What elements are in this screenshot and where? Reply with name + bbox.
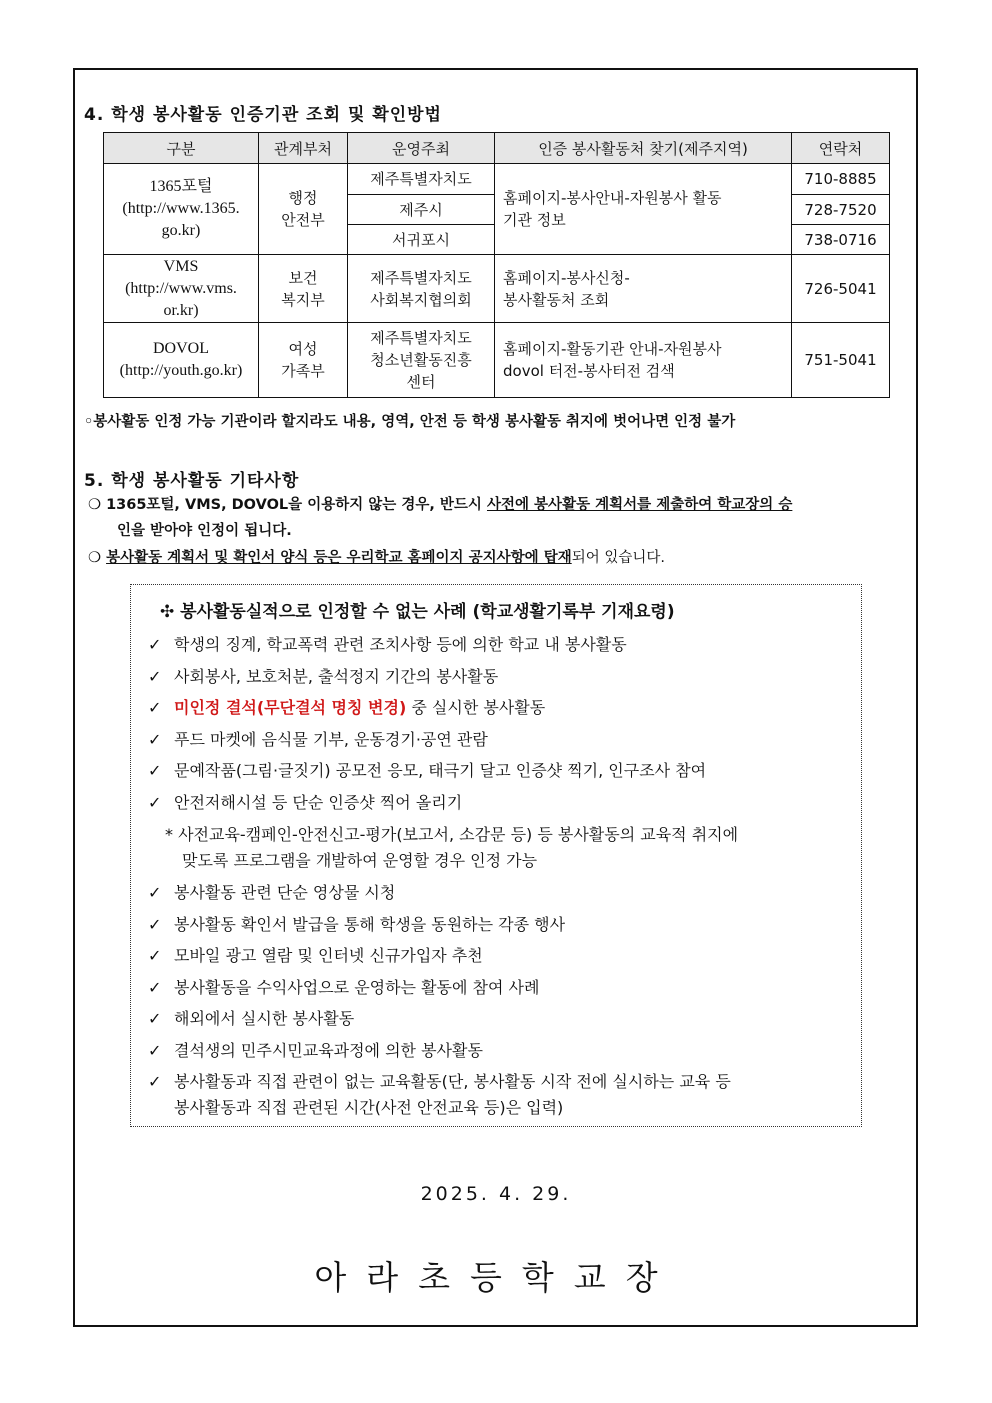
bullet-marker: ❍: [88, 550, 101, 566]
table-row: [104, 323, 890, 398]
portal-1365-phone: 738-0716: [792, 225, 890, 255]
dovol-host: 제주특별자치도 청소년활동진흥 센터: [348, 323, 495, 398]
last-item-line-1: 봉사활동과 직접 관련이 없는 교육활동(단, 봉사활동 시작 전에 실시하는 교육 등: [174, 1072, 731, 1091]
table-row: [104, 255, 890, 323]
dovol-name: DOVOL (http://youth.go.kr): [104, 323, 259, 398]
table-header-row: [104, 133, 890, 164]
check-icon: ✓: [148, 667, 162, 686]
principal-signature: 아라초등학교장: [314, 1258, 678, 1297]
list-item: ✓ 문예작품(그림·글짓기) 공모전 응모, 태극기 달고 인증샷 찍기, 인구조사 참여: [148, 758, 706, 784]
header-host: 운영주최: [348, 133, 495, 164]
check-icon: ✓: [148, 698, 162, 717]
section-4-title: 4. 학생 봉사활동 인증기관 조회 및 확인방법: [84, 105, 442, 125]
check-icon: ✓: [148, 635, 162, 654]
header-ministry: 관계부처: [259, 133, 348, 164]
header-category: 구분: [104, 133, 259, 164]
list-item: ✓ 사회봉사, 보호처분, 출석정지 기간의 봉사활동: [148, 664, 498, 690]
section-5-title: 5. 학생 봉사활동 기타사항: [84, 471, 300, 491]
bullet-2: [88, 545, 665, 572]
check-icon: ✓: [148, 1072, 162, 1091]
dovol-phone: 751-5041: [792, 323, 890, 398]
bullet-1-line-2: 인을 받아야 인정이 됩니다.: [117, 523, 292, 539]
bullet-1-underlined: 사전에 봉사활동 계획서를 제출하여 학교장의 승: [486, 497, 793, 513]
check-icon: ✓: [148, 883, 162, 902]
check-icon: ✓: [148, 1009, 162, 1028]
bullet-1: [88, 492, 792, 519]
list-item: ✓ 푸드 마켓에 음식물 기부, 운동경기·공연 관람: [148, 727, 488, 753]
certified-organizations-table: [103, 132, 890, 398]
check-icon: ✓: [148, 1041, 162, 1060]
list-item: ✓ 미인정 결석(무단결석 명칭 변경) 중 실시한 봉사활동: [148, 695, 545, 721]
sub-note: [165, 822, 855, 874]
bullet-2-underlined: 봉사활동 계획서 및 확인서 양식 등은 우리학교 홈페이지 공지사항에 탑재: [106, 550, 572, 566]
dovol-ministry: 여성 가족부: [259, 323, 348, 398]
portal-1365-host: 서귀포시: [348, 225, 495, 255]
sub-note-line-2: 맞도록 프로그램을 개발하여 운영할 경우 인정 가능: [182, 851, 538, 870]
bullet-1-text: 1365포털, VMS, DOVOL을 이용하지 않는 경우, 반드시: [106, 497, 487, 513]
vms-phone: 726-5041: [792, 255, 890, 323]
table-row: [104, 164, 890, 195]
vms-name: VMS (http://www.vms. or.kr): [104, 255, 259, 323]
last-item-line-2: 봉사활동과 직접 관련된 시간(사전 안전교육 등)은 입력): [174, 1098, 564, 1117]
vms-host: 제주특별자치도 사회복지협의회: [348, 255, 495, 323]
portal-1365-phone: 710-8885: [792, 164, 890, 195]
check-icon: ✓: [148, 793, 162, 812]
list-item: ✓ 봉사활동을 수익사업으로 운영하는 활동에 참여 사례: [148, 975, 539, 1001]
header-find: 인증 봉사활동처 찾기(제주지역): [495, 133, 792, 164]
portal-1365-phone: 728-7520: [792, 195, 890, 225]
box-title: ✣ 봉사활동실적으로 인정할 수 없는 사례 (학교생활기록부 기재요령): [160, 602, 675, 622]
unexcused-absence-highlight: 미인정 결석(무단결석 명칭 변경): [174, 698, 407, 717]
vms-find: 홈페이지-봉사신청- 봉사활동처 조회: [495, 255, 792, 323]
bullet-marker: ❍: [88, 497, 101, 513]
list-item: ✓ 해외에서 실시한 봉사활동: [148, 1006, 354, 1032]
list-item: ✓ 봉사활동 관련 단순 영상물 시청: [148, 880, 395, 906]
list-item: ✓ 안전저해시설 등 단순 인증샷 찍어 올리기: [148, 790, 462, 816]
portal-1365-name: 1365포털 (http://www.1365. go.kr): [104, 164, 259, 255]
list-item: ✓ 결석생의 민주시민교육과정에 의한 봉사활동: [148, 1038, 483, 1064]
portal-1365-find: 홈페이지-봉사안내-자원봉사 활동 기관 정보: [495, 164, 792, 255]
portal-1365-host: 제주시: [348, 195, 495, 225]
list-item: ✓ 봉사활동 확인서 발급을 통해 학생을 동원하는 각종 행사: [148, 912, 565, 938]
check-icon: ✓: [148, 761, 162, 780]
header-contact: 연락처: [792, 133, 890, 164]
bullet-2-text: 되어 있습니다.: [571, 550, 665, 566]
list-item: ✓ 학생의 징계, 학교폭력 관련 조치사항 등에 의한 학교 내 봉사활동: [148, 632, 627, 658]
vms-ministry: 보건 복지부: [259, 255, 348, 323]
dovol-find: 홈페이지-활동기관 안내-자원봉사 dovol 터전-봉사터전 검색: [495, 323, 792, 398]
portal-1365-host: 제주특별자치도: [348, 164, 495, 195]
list-item: [148, 1069, 731, 1121]
portal-1365-ministry: 행정 안전부: [259, 164, 348, 255]
sub-note-line-1: * 사전교육-캠페인-안전신고-평가(보고서, 소감문 등) 등 봉사활동의 교육적 취지에: [165, 825, 739, 844]
list-item: ✓ 모바일 광고 열람 및 인터넷 신규가입자 추천: [148, 943, 483, 969]
check-icon: ✓: [148, 730, 162, 749]
certification-note: ◦봉사활동 인정 가능 기관이라 할지라도 내용, 영역, 안전 등 학생 봉사활동 취지에 벗어나면 인정 불가: [84, 414, 736, 430]
check-icon: ✓: [148, 915, 162, 934]
check-icon: ✓: [148, 978, 162, 997]
document-date: 2025. 4. 29.: [420, 1183, 572, 1205]
check-icon: ✓: [148, 946, 162, 965]
